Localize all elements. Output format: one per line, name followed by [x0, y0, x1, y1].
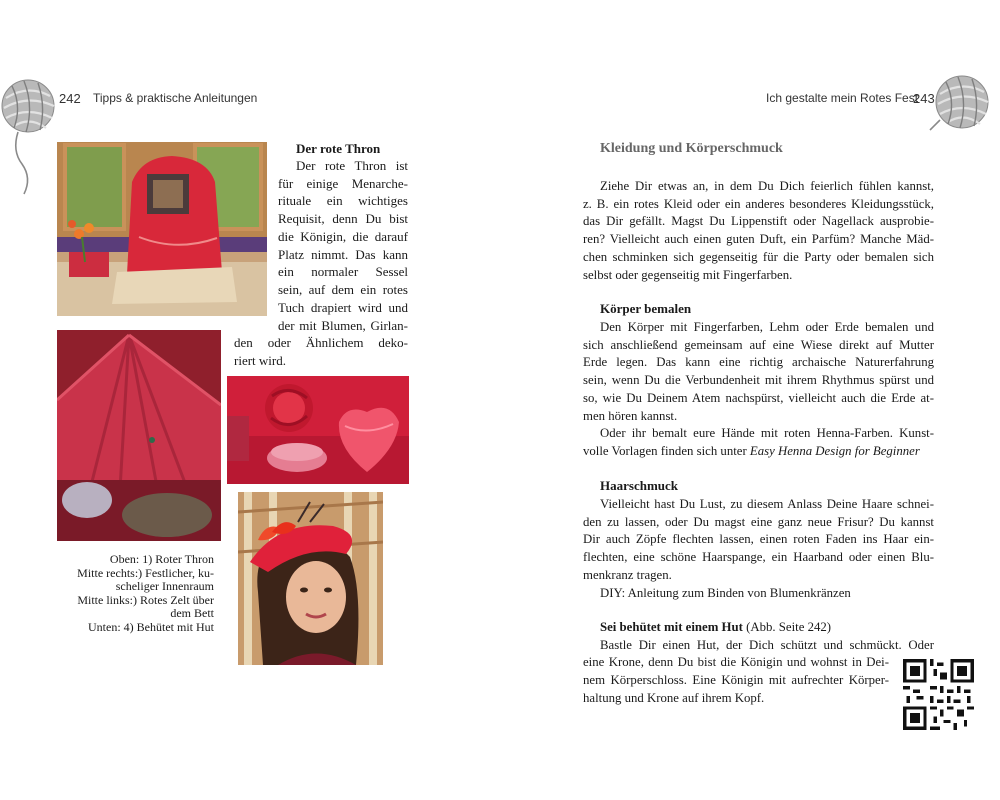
text-line: so, wie Du Deinem Atem nachspürst, vielleicht auch die Erde at- — [583, 390, 934, 405]
throne-text-line: die Königin, die darauf — [278, 229, 408, 244]
photo-red-throne — [57, 142, 267, 316]
henna-book-title: Easy Henna Design for Beginner — [749, 443, 920, 458]
text-line: eine Krone, denn Du bist die Königin und wohnst in Dei- — [583, 655, 889, 670]
throne-text-line: der mit Blumen, Girlan- — [278, 318, 408, 333]
hat-figure-ref: (Abb. Seite 242) — [742, 620, 832, 634]
text-line: Oder ihr bemalt eure Hände mit roten Henna-Farben. Kunst- — [600, 426, 934, 441]
text-line — [583, 443, 934, 461]
hat-section — [583, 619, 934, 708]
throne-text-line: für einige Menarche- — [278, 176, 408, 191]
qr-code-icon[interactable] — [903, 659, 974, 730]
throne-text-line: sein, auf dem ein rotes — [278, 282, 408, 297]
text-line: sich anschließend gemeinsam auf eine Wiese direkt auf Mutter — [583, 337, 934, 352]
throne-text-line: rituale ein wichtiges — [278, 193, 408, 208]
yarn-ball-icon — [0, 76, 62, 196]
photo-caption — [64, 553, 214, 635]
text-line: Dir auch Zöpfe flechten lassen, einen roten Faden ins Haar ein- — [583, 532, 934, 547]
text-line: men hören kannst. — [583, 408, 678, 423]
text-line: das Dir gefällt. Magst Du Lippenstift oder Nagellack ausprobie- — [583, 214, 934, 229]
text-line: haltung und Krone auf ihrem Kopf. — [583, 690, 765, 705]
page-number-left: 242 — [59, 91, 81, 106]
throne-heading: Der rote Thron — [296, 141, 381, 156]
caption-line: Unten: 4) Behütet mit Hut — [88, 619, 214, 634]
text-line: chen schminken sich gegenseitig für die Party oder bemalen sich — [583, 249, 934, 264]
yarn-ball-icon — [928, 74, 990, 136]
text-line: Vielleicht hast Du Lust, zu diesem Anlass Deine Haare schnei- — [600, 497, 934, 511]
text-line: den zu lassen, oder Du magst eine ganz neue Frisur? Du kannst — [583, 514, 934, 529]
throne-text-line: den oder Ähnlichem deko- — [234, 335, 408, 350]
running-header-right: Ich gestalte mein Rotes Fest — [766, 91, 919, 105]
caption-line: dem Bett — [170, 606, 214, 621]
caption-line: Mitte rechts:) Festlicher, ku- — [77, 565, 214, 580]
text-line: Bastle Dir einen Hut, der Dich schützt und schmückt. Oder — [600, 637, 934, 652]
running-header-left: Tipps & praktische Anleitungen — [93, 91, 258, 105]
text-line: nem Körperschloss. Eine Königin mit aufrechter Körper- — [583, 673, 889, 688]
photo-festive-interior — [227, 376, 409, 484]
text-line: ren? Vielleicht auch einen guten Duft, ein Parfüm? Manche Mäd- — [583, 232, 934, 247]
diy-line: DIY: Anleitung zum Binden von Blumenkränzen — [600, 585, 851, 600]
text-line: selbst oder gegenseitig mit Fingerfarben. — [583, 267, 793, 282]
hat-heading: Sei behütet mit einem Hut — [600, 620, 743, 634]
photo-red-tent — [57, 330, 221, 541]
text-line: flechten, eine schöne Haarspange, ein Haarband oder einen Blu- — [583, 550, 934, 565]
text-run: volle Vorlagen finden sich unter — [583, 443, 750, 458]
text-line: menkranz tragen. — [583, 567, 672, 582]
hair-paragraph — [583, 496, 934, 602]
page-number-right: 243 — [913, 91, 935, 106]
caption-line: scheliger Innenraum — [115, 579, 214, 594]
throne-text-line: Tuch drapiert wird und — [278, 300, 408, 315]
caption-line: Mitte links:) Rotes Zelt über — [77, 592, 214, 607]
throne-text-line: riert wird. — [234, 353, 286, 368]
text-line: Ziehe Dir etwas an, in dem Du Dich feierlich fühlen kannst, — [600, 179, 934, 193]
section-heading: Kleidung und Körperschmuck — [600, 141, 783, 156]
throne-text-line: ein normaler Sessel — [278, 264, 408, 279]
hat-heading-line — [583, 619, 934, 637]
text-line: z. B. ein rotes Kleid oder ein anderes besonderes Kleidungsstück, — [583, 196, 934, 211]
photo-girl-with-hat — [238, 492, 383, 665]
body-paint-paragraph — [583, 319, 934, 461]
throne-text-line: Platz nimmt. Das kann — [278, 247, 408, 262]
text-line: Den Körper mit Fingerfarben, Lehm oder Erde bemalen und — [600, 320, 934, 334]
caption-line: Oben: 1) Roter Thron — [109, 552, 214, 566]
intro-paragraph — [583, 178, 934, 284]
text-line: Erde legen. Das kann eine richtig archaische Naturerfahrung — [583, 355, 934, 370]
text-line: sein, wenn Du die Verbundenheit mit ihrem Rhythmus spürst und — [583, 373, 934, 388]
throne-text-line: Requisit, denn Du bist — [278, 211, 408, 226]
throne-text-line: Der rote Thron ist — [296, 158, 408, 173]
hair-heading: Haarschmuck — [600, 478, 678, 493]
body-paint-heading: Körper bemalen — [600, 301, 692, 316]
